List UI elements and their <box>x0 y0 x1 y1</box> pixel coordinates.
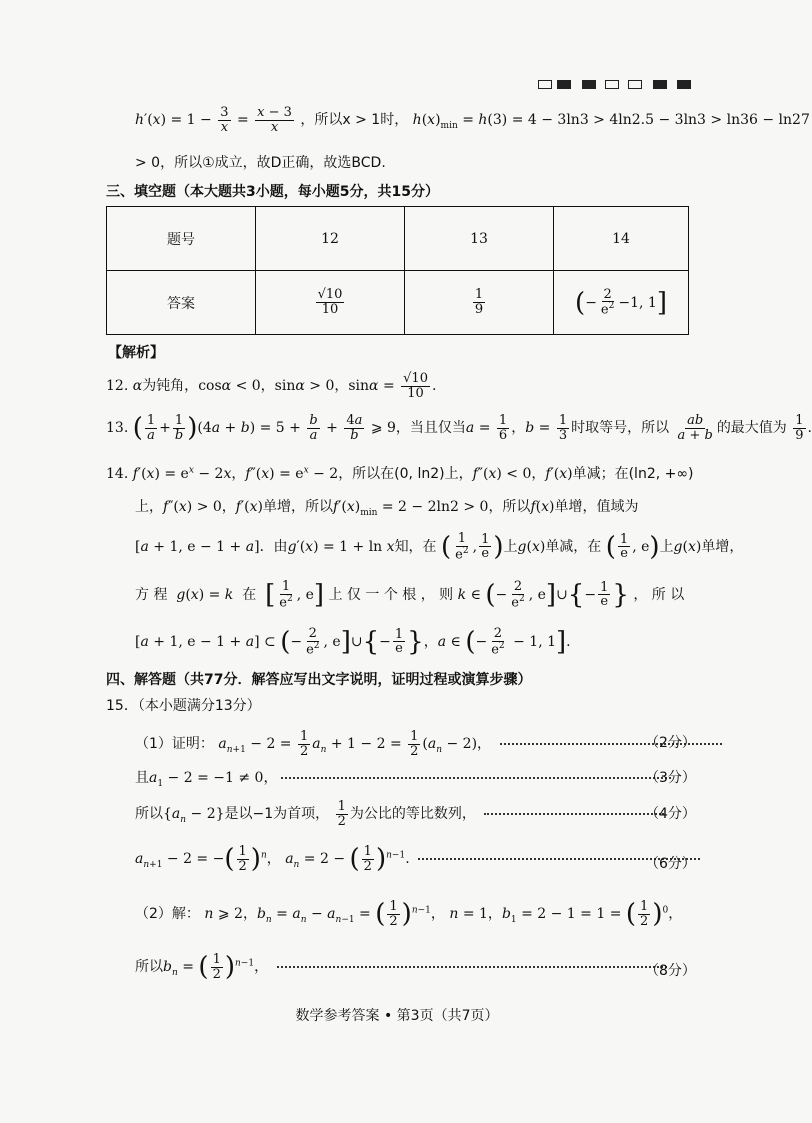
marker-filled <box>557 80 571 89</box>
p2-label: （2）解： <box>135 906 200 923</box>
q14-line4: 方 程 g(x) = k 在 [ $\frac{1}{e^2}$ , e] 上 仅 一 个 根 ， 则 k ∈ (− $\frac{2}{e^2}$ , e]∪{− $\frac{1}{e}$ } ， 所 以 <box>135 579 685 610</box>
q12-text: 为钝角， <box>142 378 199 395</box>
q14-answer-cell: (− $\frac{2}{e^2}$ −1, 1] <box>554 271 689 335</box>
s3-mid: 是以−1为首项， <box>224 806 330 823</box>
q14-l4c: 上 仅 一 个 根 ， 则 <box>328 586 454 603</box>
marker-filled <box>653 80 667 89</box>
q13-mid: ，当且仅当 <box>395 420 466 437</box>
q13-solution: 13. ( $\frac{1}{a}$ + $\frac{1}{b}$ )(4a + b) = 5 + $\frac{b}{a}$ + $\frac{4a}{b}$ ⩾ 9，当且仅当a = $\frac{1}{6}$ ，b = $\frac{1}{3}$ 时取等号，所以 $\frac{ab}{a + b}$ 的最大值为 $\frac{1}{9}$ . <box>106 413 812 444</box>
q13-mid2: 时取等号，所以 <box>571 420 670 437</box>
q14-number: 14. <box>106 466 129 482</box>
q14-line1: 14. $f'(x) = e^x - 2x$，$f''(x) = e^x - 2$，所以在(0, ln2)上，f″(x) < 0，f′(x)单减；在(ln2, +∞) <box>106 465 694 482</box>
s2-pre: 且 <box>135 770 149 786</box>
q14-l1a: ，所以在(0, ln2)上， <box>338 466 473 482</box>
marker-open <box>538 80 552 89</box>
marker-open <box>628 80 642 89</box>
step2-score: （3分） <box>645 770 696 786</box>
header-label-cell: 题号 <box>107 207 256 271</box>
marker-open <box>605 80 619 89</box>
q14-line2: 上，f″(x) > 0，f′(x)单增，所以$f'(x)_{min} = 2 - 2\ln 2 > 0$，所以f(x)单增，值域为 <box>135 499 639 518</box>
q12-header-cell: 12 <box>256 207 405 271</box>
q14-l2c: ，所以 <box>488 499 531 515</box>
q15-step2: 且$a_1 - 2 = -1 \ne 0$， <box>135 767 675 789</box>
q15-step3: 所以$\{a_n - 2\}$是以−1为首项， $\frac{1}{2}$ 为公比的等比数列， <box>135 800 668 828</box>
q14-line5: [a + 1, e − 1 + a] ⊂ (− $\frac{2}{e^2}$ , e]∪{− $\frac{1}{e}$ }，a ∈ (− $\frac{2}{e^2}$ − 1, 1]. <box>135 626 571 657</box>
marker-filled <box>677 80 691 89</box>
line-conclusion: > 0，所以①成立，故D正确，故选BCD. <box>135 155 386 171</box>
section3-title: 三、填空题（本大题共3小题，每小题5分，共15分） <box>106 184 439 200</box>
line-h-derivative: h′(x) = 1 − $\frac{3}{x}$ = $\frac{x - 3}{x}$ ，所以x > 1时， $h(x)_{min} = h(3) = 4 - 3\ln 3 > 4\ln 2.5 - 3\ln 3 > \ln 36 - \ln 27$ <box>135 105 810 135</box>
p1-label: （1）证明： <box>135 736 214 753</box>
q14-l4a: 方 程 <box>135 586 168 603</box>
q14-l4b: 在 <box>242 586 257 603</box>
q14-l3e: 单增， <box>701 538 744 555</box>
step4-score: （6分） <box>645 856 696 872</box>
analysis-heading: 【解析】 <box>108 345 164 361</box>
s3-post: 为公比的等比数列， <box>349 806 476 823</box>
q15-step1: （1）证明： $a_{n+1} - 2$ = $\frac{1}{2}$ $a_n + 1 - 2$ = $\frac{1}{2}$ $(a_n - 2)$， <box>135 730 726 758</box>
q14-l3c: 上 <box>503 538 518 555</box>
q14-line3: [a + 1, e − 1 + a]．由g′(x) = 1 + ln x知，在 ( $\frac{1}{e^2}$ , $\frac{1}{e}$ )上g(x)单减，在 ( $\frac{1}{e}$ , e)上g(x)单增， <box>135 531 744 562</box>
q14-l4d: ， 所 以 <box>633 586 685 603</box>
q15-step5: （2）解： n ⩾ 2，$b_n = a_n - a_{n-1}$ = ( $\frac{1}{2}$ )$^{n-1}$， n = 1，$b_1 = 2 - 1 = 1$ = ( $\frac{1}{2}$ )$^0$， <box>135 899 683 930</box>
q14-l3a: ．由 <box>259 538 288 555</box>
section4-title: 四、解答题（共77分．解答应写出文字说明，证明过程或演算步骤） <box>106 672 532 688</box>
q12-answer-cell: $\frac{√10}{10}$ <box>256 271 405 335</box>
s6-pre: 所以 <box>135 959 163 976</box>
q14-l3d: 单减，在 <box>545 538 602 555</box>
answer-label-cell: 答案 <box>107 271 256 335</box>
q14-l2d: 单增，值域为 <box>554 499 639 515</box>
q12-solution: 12. α为钝角，cosα < 0，sinα > 0，sinα = $\frac{√10}{10}$ . <box>106 371 437 401</box>
q15-step6: 所以$b_n$ = ( $\frac{1}{2}$ )$^{n-1}$， <box>135 953 671 981</box>
q13-header-cell: 13 <box>405 207 554 271</box>
q15-title: 15．（本小题满分13分） <box>106 698 261 714</box>
q14-l1b: 单减；在(ln2, +∞) <box>572 466 694 482</box>
q12-number: 12. <box>106 378 129 395</box>
answer-table <box>106 206 689 335</box>
q14-header-cell: 14 <box>554 207 689 271</box>
q13-number: 13. <box>106 420 129 437</box>
q14-l2a: 上， <box>135 499 163 515</box>
q14-l3b: 知，在 <box>394 538 437 555</box>
q13-end: 的最大值为 <box>716 420 787 437</box>
page-footer: 数学参考答案 • 第3页（共7页） <box>295 1008 499 1024</box>
step1-score: （2分） <box>645 735 696 751</box>
step3-score: （4分） <box>645 806 696 822</box>
marker-filled <box>582 80 596 89</box>
q13-answer-cell: $\frac{1}{9}$ <box>405 271 554 335</box>
q14-l2b: 单增，所以 <box>263 499 333 515</box>
q15-step4: $a_{n+1} - 2$ = −( $\frac{1}{2}$ )$^n$， $a_n = 2$ − ( $\frac{1}{2}$ )$^{n-1}$. <box>135 845 704 873</box>
s3-pre: 所以 <box>135 806 163 823</box>
step6-score: （8分） <box>645 963 696 979</box>
line1-text: ，所以x > 1时， <box>300 112 409 129</box>
